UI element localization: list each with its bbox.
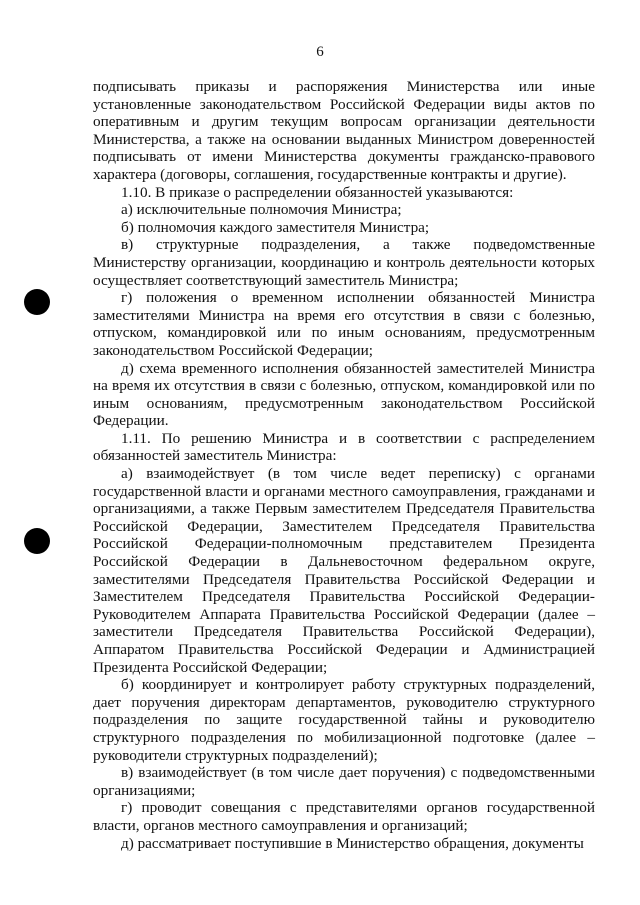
list-item: д) рассматривает поступившие в Министерство обращения, документы bbox=[121, 834, 584, 852]
list-item: б) полномочия каждого заместителя Министра; bbox=[121, 218, 430, 236]
punch-hole bbox=[24, 528, 50, 554]
list-item: а) исключительные полномочия Министра; bbox=[121, 201, 402, 219]
list-item: г) проводит совещания с представителями органов государственной власти, органов местного самоуправления и организаций; bbox=[93, 799, 595, 834]
paragraph: 1.10. В приказе о распределении обязанностей указываются: bbox=[121, 183, 514, 201]
list-item: д) схема временного исполнения обязанностей заместителей Министра на время их отсутствия в связи с болезнью, отпуском, командировкой или по иным основаниям, предусмотренным законодательством Российской Федерации. bbox=[93, 359, 595, 430]
list-item: в) структурные подразделения, а также подведомственные Министерству организации, координацию и контроль деятельности которых осуществляет соответствующий заместитель Министра; bbox=[93, 236, 595, 289]
punch-hole bbox=[24, 289, 50, 315]
page-number: 6 bbox=[316, 44, 324, 60]
list-item: в) взаимодействует (в том числе дает поручения) с подведомственными организациями; bbox=[93, 764, 595, 799]
document-body bbox=[93, 78, 595, 852]
list-item: а) взаимодействует (в том числе ведет переписку) с органами государственной власти и органами местного самоуправления, гражданами и организациями, а также Первым заместителем Председателя Правительства Российской Федерации, Заместителем Председателя Правительства Российской Федерации-полномочным представителем Президента Российской Федерации в Дальневосточном федеральном округе, заместителями Председателя Правительства Российской Федерации и Заместителем Председателя Правительства Российской Федерации-Руководителем Аппарата Правительства Российской Федерации (далее – заместители Председателя Правительства Российской Федерации), Аппаратом Правительства Российской Федерации и Администрацией Президента Российской Федерации; bbox=[93, 465, 595, 676]
list-item: г) положения о временном исполнении обязанностей Министра заместителями Министра на время его отсутствия в связи с болезнью, отпуском, командировкой или по иным основаниям, предусмотренным законодательством Российской Федерации; bbox=[93, 289, 595, 359]
paragraph: подписывать приказы и распоряжения Министерства или иные установленные законодательством Российской Федерации виды актов по оперативным и другим текущим вопросам организации деятельности Министерства, а также на основании выданных Министром доверенностей подписывать от имени Министерства документы гражданско-правового характера (договоры, соглашения, государственные контракты и другие). bbox=[93, 78, 595, 183]
list-item: б) координирует и контролирует работу структурных подразделений, дает поручения директорам департаментов, руководителю структурного подразделения по защите государственной тайны и руководителю структурного подразделения по мобилизационной подготовке (далее – руководители структурных подразделений); bbox=[93, 676, 595, 764]
paragraph: 1.11. По решению Министра и в соответствии с распределением обязанностей заместитель Министра: bbox=[93, 429, 595, 465]
